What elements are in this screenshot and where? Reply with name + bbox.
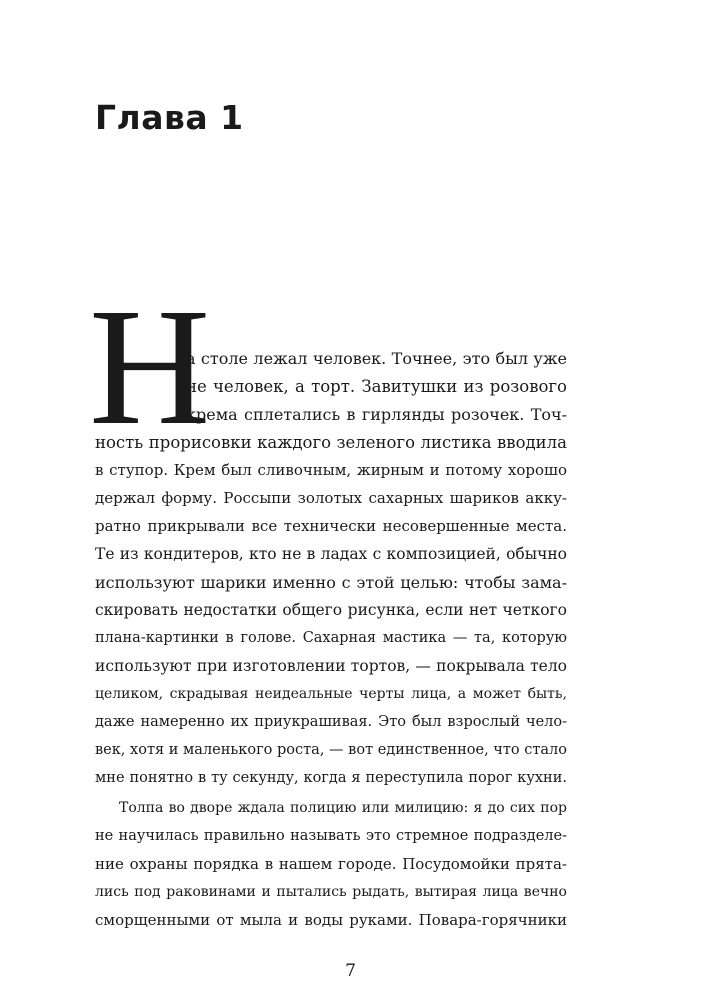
chapter-title: Глава 1 bbox=[95, 98, 244, 137]
text-line: крема сплетались в гирлянды розочек. Точ- bbox=[186, 405, 567, 424]
text-line: а столе лежал человек. Точнее, это был уже bbox=[186, 349, 567, 368]
text-line: скировать недостатки общего рисунка, если нет четкого bbox=[95, 601, 567, 619]
text-line: держал форму. Россыпи золотых сахарных шариков акку- bbox=[95, 489, 567, 507]
page-number: 7 bbox=[345, 961, 356, 981]
text-line: ность прорисовки каждого зеленого листика вводила bbox=[95, 433, 567, 452]
text-line: плана-картинки в голове. Сахарная мастика — та, которую bbox=[95, 630, 567, 646]
text-line: целиком, скрадывая неидеальные черты лица, а может быть, bbox=[95, 686, 567, 702]
text-line: используют шарики именно с этой целью: чтобы зама- bbox=[95, 573, 567, 592]
text-line: сморщенными от мыла и воды руками. Повара-горячники bbox=[95, 911, 567, 929]
text-line: используют при изготовлении тортов, — покрывала тело bbox=[95, 657, 567, 675]
text-line: Те из кондитеров, кто не в ладах с композицией, обычно bbox=[95, 545, 567, 563]
text-line: не человек, а торт. Завитушки из розового bbox=[186, 377, 567, 396]
text-line: не научилась правильно называть это стремное подразделе- bbox=[95, 828, 567, 844]
text-line: ратно прикрывали все технически несовершенные места. bbox=[95, 517, 567, 535]
drop-cap-letter: Н bbox=[89, 274, 211, 460]
text-line: мне понятно в ту секунду, когда я переступила порог кухни. bbox=[95, 770, 567, 786]
text-line: ние охраны порядка в нашем городе. Посудомойки прята- bbox=[95, 855, 567, 873]
text-line: лись под раковинами и пытались рыдать, вытирая лица вечно bbox=[95, 884, 567, 900]
text-line: Толпа во дворе ждала полицию или милицию: я до сих пор bbox=[119, 800, 567, 816]
text-line: даже намеренно их приукрашивая. Это был взрослый чело- bbox=[95, 714, 567, 730]
text-line: в ступор. Крем был сливочным, жирным и потому хорошо bbox=[95, 461, 567, 479]
text-line: век, хотя и маленького роста, — вот единственное, что стало bbox=[95, 742, 567, 758]
